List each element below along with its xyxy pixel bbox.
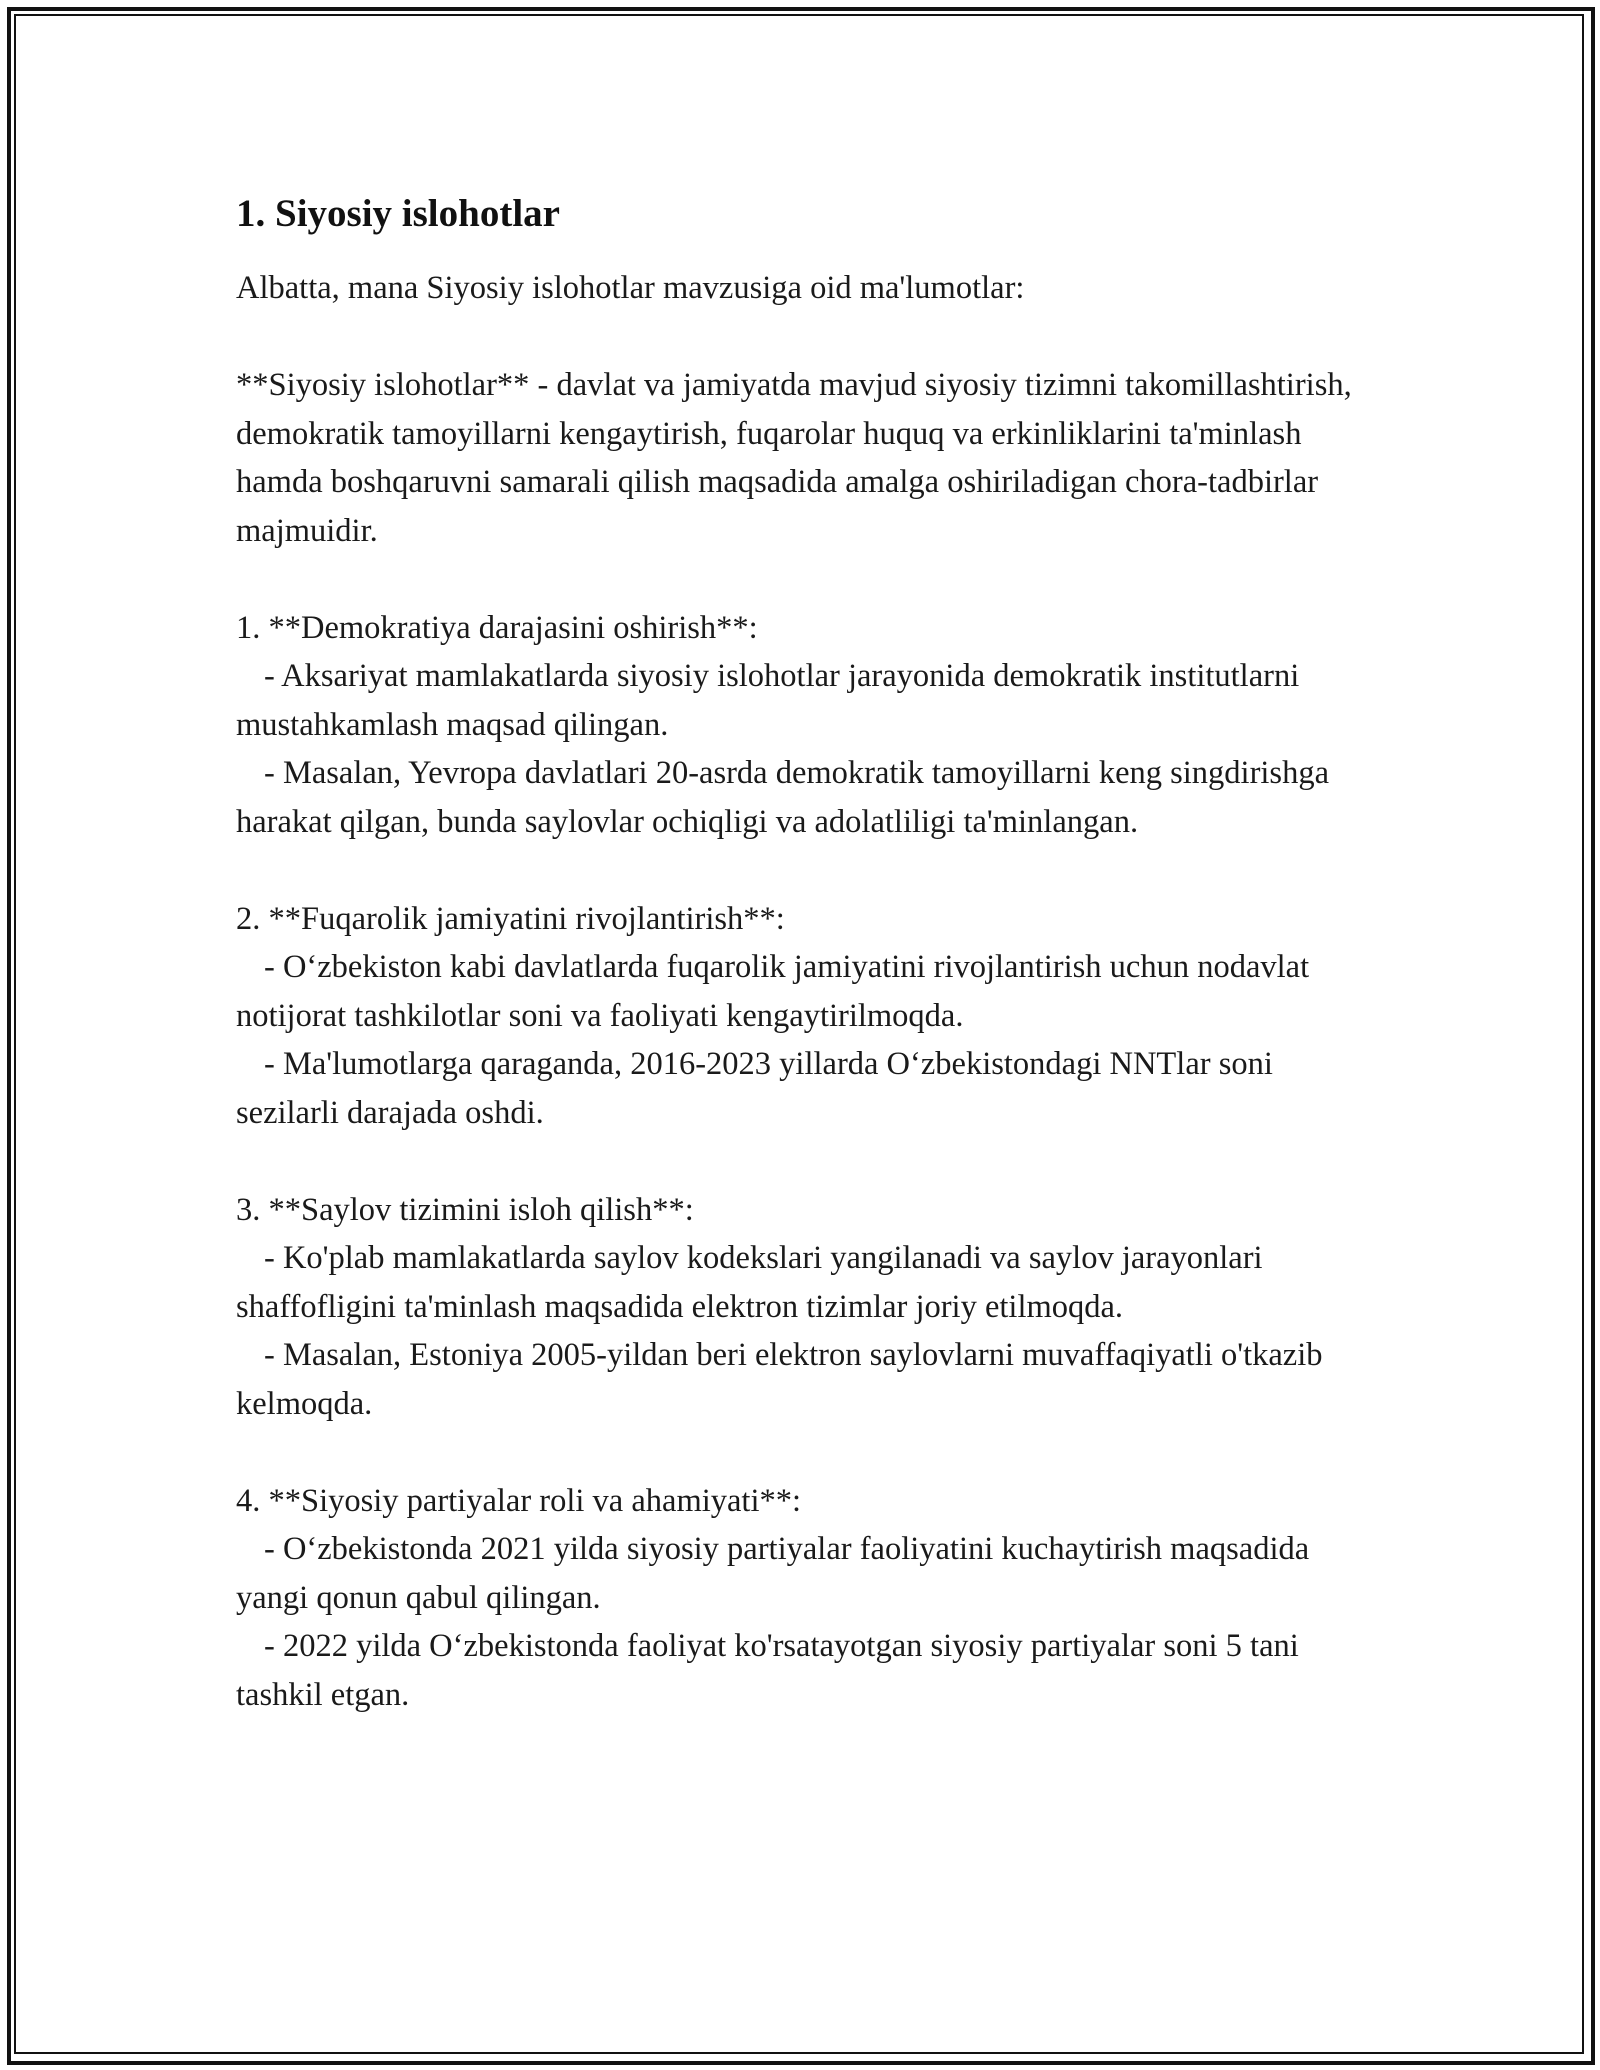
section-heading: 4. **Siyosiy partiyalar roli va ahamiyati**: (236, 1482, 802, 1519)
document-body (236, 190, 1376, 1719)
definition-paragraph: **Siyosiy islohotlar** - davlat va jamiyatda mavjud siyosiy tizimni takomillashtirish, demokratik tamoyillarni kengaytirish, fuqarolar huquq va erkinliklarini ta'minlash hamda boshqaruvni samarali qilish maqsadida amalga oshiriladigan chora-tadbirlar majmuidir. (236, 367, 1352, 549)
document-title: 1. Siyosiy islohotlar (236, 192, 560, 235)
section-heading: 3. **Saylov tizimini isloh qilish**: (236, 1191, 694, 1228)
section-bullet: - 2022 yilda O‘zbekistonda faoliyat ko'rsatayotgan siyosiy partiyalar soni 5 tani tashkil etgan. (236, 1628, 1299, 1713)
section-heading: 2. **Fuqarolik jamiyatini rivojlantirish**: (236, 900, 785, 937)
section-bullet: - Aksariyat mamlakatlarda siyosiy islohotlar jarayonida demokratik institutlarni mustahkamlash maqsad qilingan. (236, 658, 1300, 743)
section-civil-society (236, 895, 1376, 1138)
section-bullet: - Masalan, Yevropa davlatlari 20-asrda demokratik tamoyillarni keng singdirishga harakat qilgan, bunda saylovlar ochiqligi va adolatliligi ta'minlangan. (236, 755, 1330, 840)
section-democracy (236, 604, 1376, 847)
section-heading: 1. **Demokratiya darajasini oshirish**: (236, 609, 758, 646)
section-bullet: - O‘zbekistonda 2021 yilda siyosiy partiyalar faoliyatini kuchaytirish maqsadida yangi qonun qabul qilingan. (236, 1531, 1310, 1616)
intro-paragraph: Albatta, mana Siyosiy islohotlar mavzusiga oid ma'lumotlar: (236, 270, 1025, 306)
section-bullet: - Ko'plab mamlakatlarda saylov kodekslari yangilanadi va saylov jarayonlari shaffofligini ta'minlash maqsadida elektron tizimlar joriy etilmoqda. (236, 1240, 1263, 1325)
section-bullet: - O‘zbekiston kabi davlatlarda fuqarolik jamiyatini rivojlantirish uchun nodavlat notijorat tashkilotlar soni va faoliyati kengaytirilmoqda. (236, 949, 1310, 1034)
section-political-parties (236, 1477, 1376, 1720)
section-bullet: - Masalan, Estoniya 2005-yildan beri elektron saylovlarni muvaffaqiyatli o'tkazib kelmoqda. (236, 1337, 1323, 1422)
section-bullet: - Ma'lumotlarga qaraganda, 2016-2023 yillarda O‘zbekistondagi NNTlar soni sezilarli darajada oshdi. (236, 1046, 1273, 1131)
section-electoral-reform (236, 1186, 1376, 1429)
